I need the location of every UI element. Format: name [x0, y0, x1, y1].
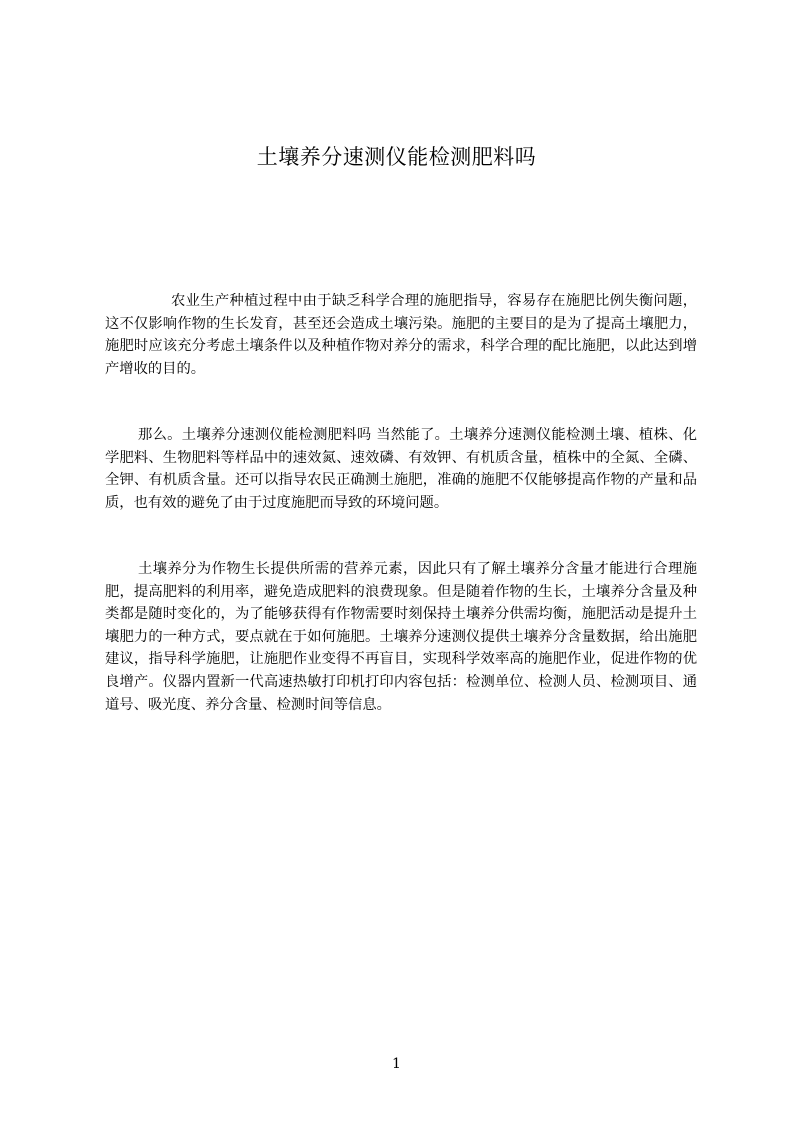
- page-number: 1: [392, 1056, 401, 1072]
- paragraph-2: 那么。土壤养分速测仪能检测肥料吗 当然能了。土壤养分速测仪能检测土壤、植株、化学肥料、生物肥料等样品中的速效氮、速效磷、有效钾、有机质含量，植株中的全氮、全磷、全钾、有机质含量。还可以指导农民正确测土施肥，准确的施肥不仅能够提高作物的产量和品质，也有效的避免了由于过度施肥而导致的环境问题。: [105, 427, 697, 511]
- paragraph-1: 农业生产种植过程中由于缺乏科学合理的施肥指导，容易存在施肥比例失衡问题，这不仅影响作物的生长发育，甚至还会造成土壤污染。施肥的主要目的是为了提高土壤肥力，施肥时应该充分考虑土壤条件以及种植作物对养分的需求，科学合理的配比施肥，以此达到增产增收的目的。: [105, 293, 697, 377]
- page-title: 土壤养分速测仪能检测肥料吗: [256, 145, 537, 169]
- paragraph-3: 土壤养分为作物生长提供所需的营养元素，因此只有了解土壤养分含量才能进行合理施肥，提高肥料的利用率，避免造成肥料的浪费现象。但是随着作物的生长，土壤养分含量及种类都是随时变化的，为了能够获得有作物需要时刻保持土壤养分供需均衡，施肥活动是提升土壤肥力的一种方式，要点就在于如何施肥。土壤养分速测仪提供土壤养分含量数据，给出施肥建议，指导科学施肥，让施肥作业变得不再盲目，实现科学效率高的施肥作业，促进作物的优良增产。仪器内置新一代高速热敏打印机打印内容包括：检测单位、检测人员、检测项目、通道号、吸光度、养分含量、检测时间等信息。: [105, 561, 697, 713]
